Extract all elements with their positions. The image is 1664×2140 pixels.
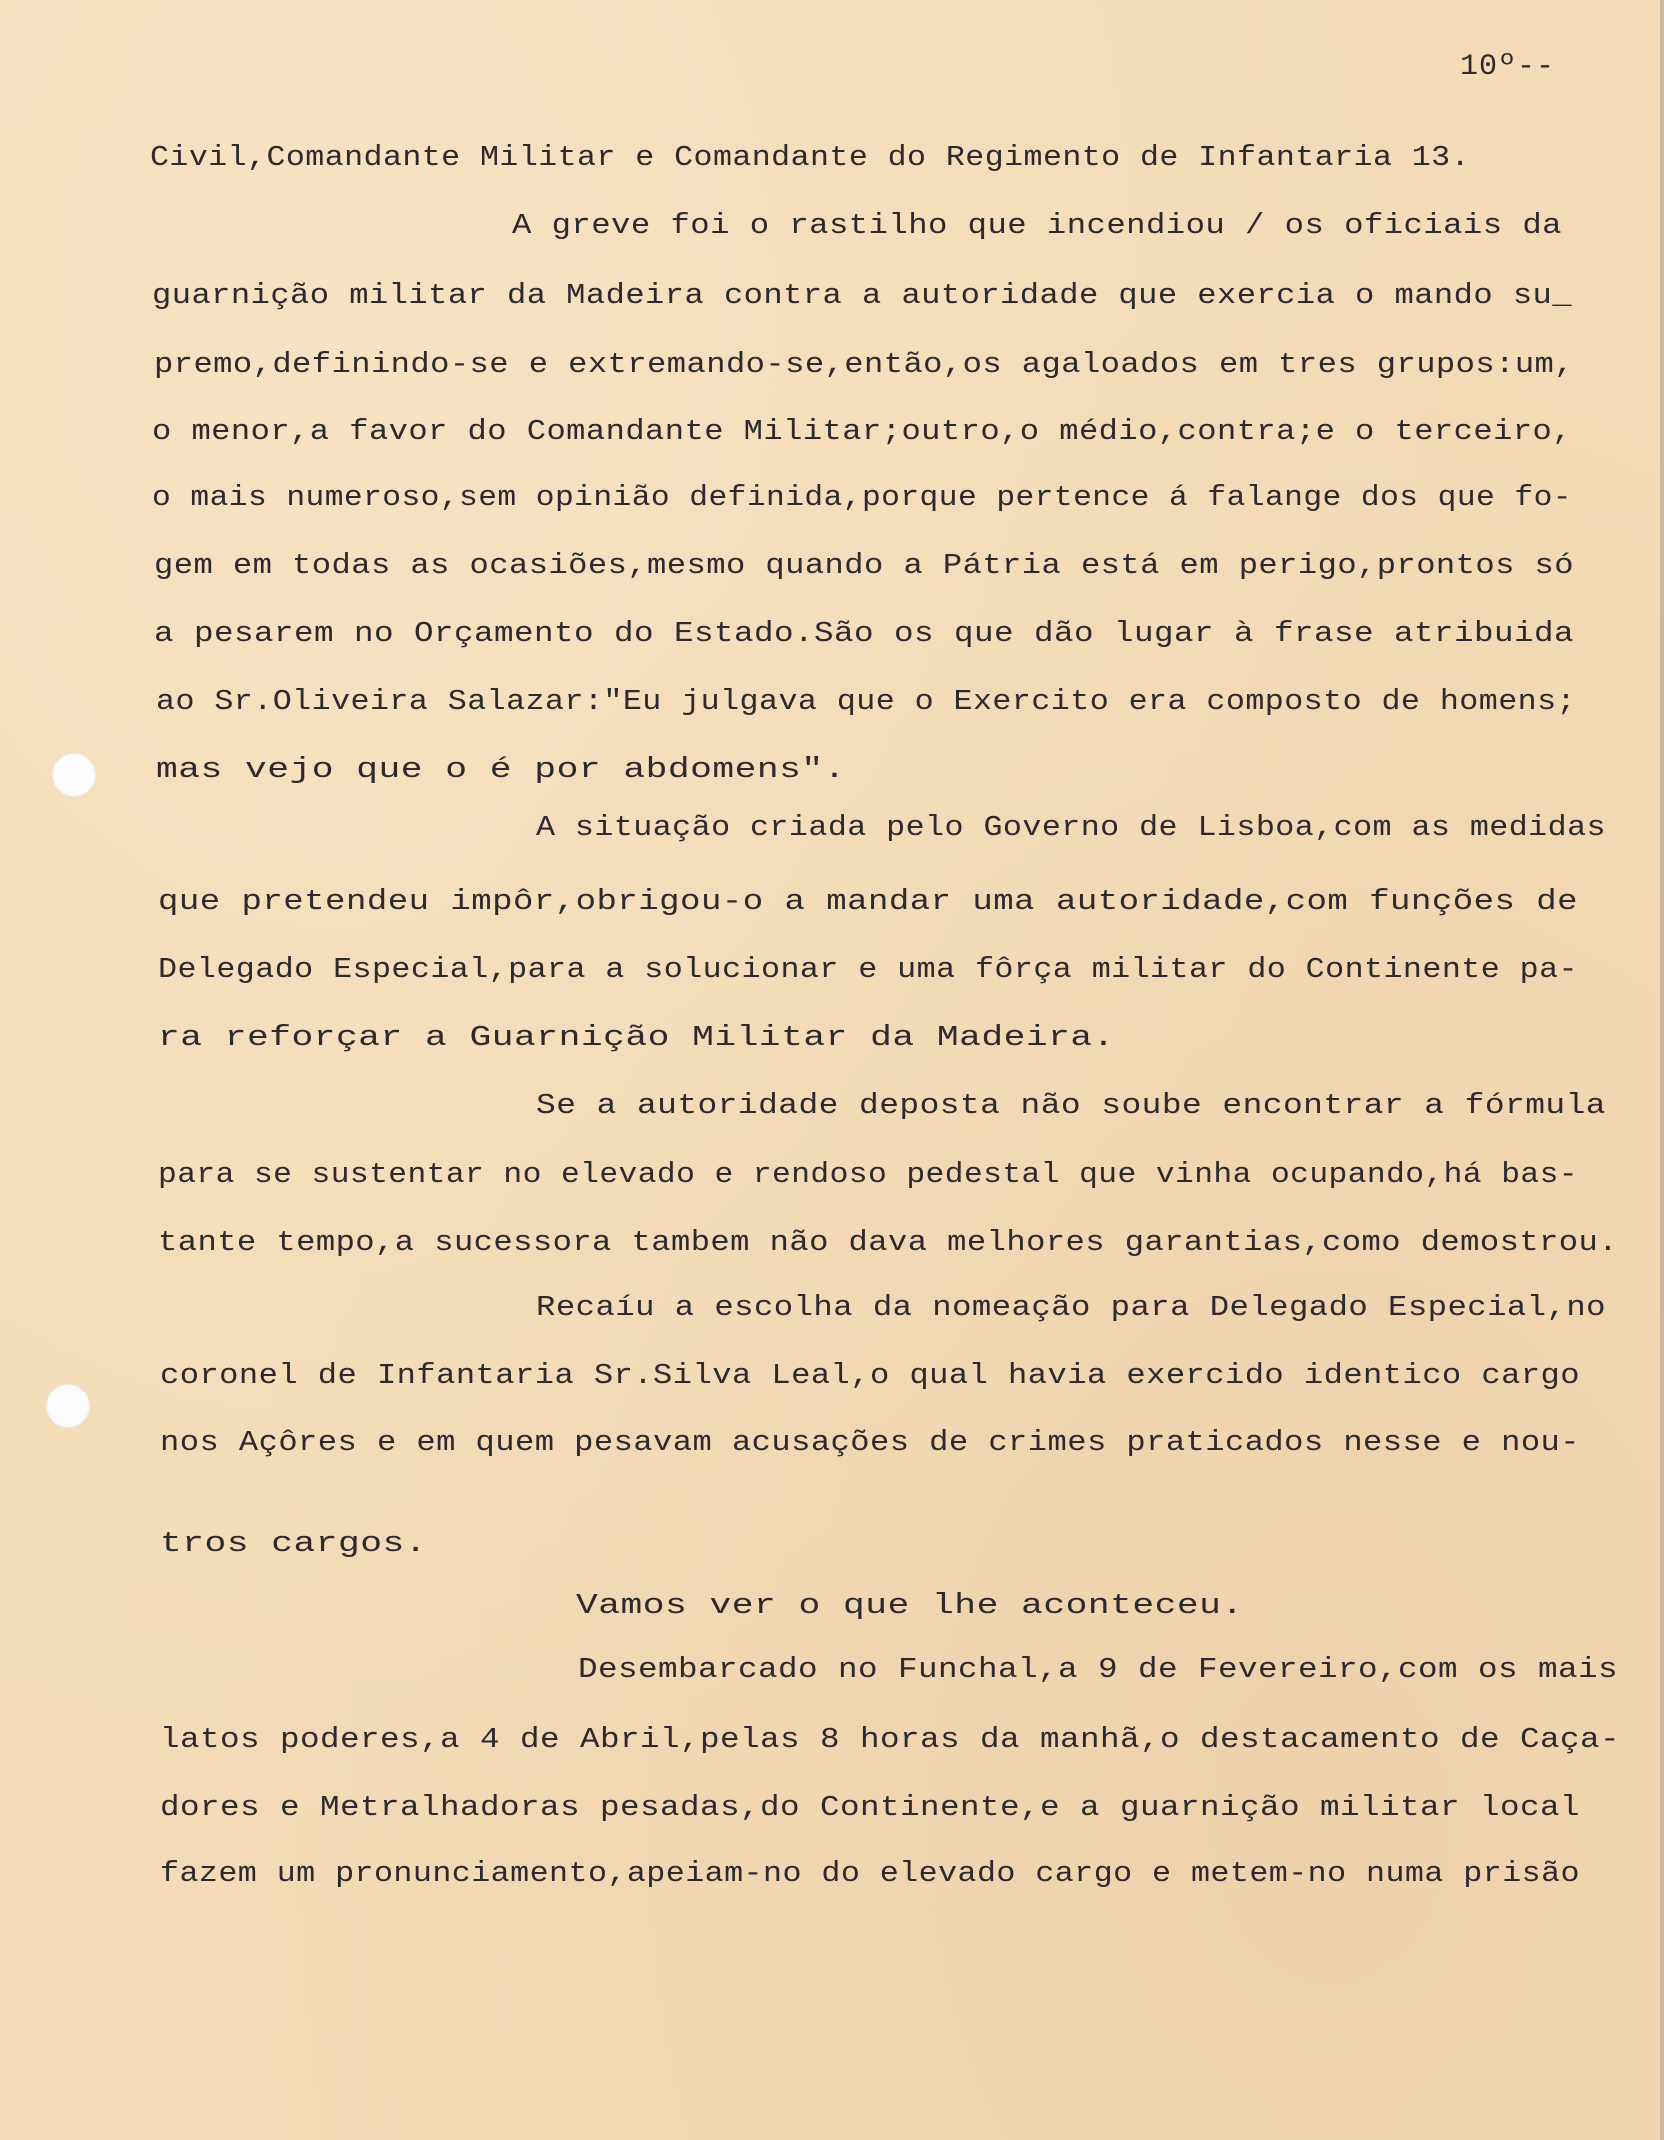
text-line: guarnição militar da Madeira contra a autoridade que exercia o mando su_ xyxy=(152,279,1572,312)
text-line: tante tempo,a sucessora tambem não dava melhores garantias,como demostrou. xyxy=(158,1226,1618,1259)
text-line: A situação criada pelo Governo de Lisboa,com as medidas xyxy=(536,811,1606,844)
text-line: coronel de Infantaria Sr.Silva Leal,o qual havia exercido identico cargo xyxy=(160,1359,1580,1392)
punch-hole-top xyxy=(52,753,96,797)
text-line: Vamos ver o que lhe aconteceu. xyxy=(576,1589,1244,1622)
text-line: ao Sr.Oliveira Salazar:"Eu julgava que o Exercito era composto de homens; xyxy=(156,685,1576,718)
text-line: Delegado Especial,para a solucionar e uma fôrça militar do Continente pa- xyxy=(158,953,1578,986)
text-line: Desembarcado no Funchal,a 9 de Fevereiro,com os mais xyxy=(578,1653,1618,1686)
text-line: tros cargos. xyxy=(160,1527,428,1560)
page-edge xyxy=(1660,0,1664,2140)
text-line: a pesarem no Orçamento do Estado.São os que dão lugar à frase atribuida xyxy=(154,617,1574,650)
text-line: o menor,a favor do Comandante Militar;outro,o médio,contra;e o terceiro, xyxy=(152,415,1572,448)
text-line: fazem um pronunciamento,apeiam-no do elevado cargo e metem-no numa prisão xyxy=(160,1857,1580,1890)
text-line: Civil,Comandante Militar e Comandante do Regimento de Infantaria 13. xyxy=(150,141,1470,174)
text-line: A greve foi o rastilho que incendiou / os oficiais da xyxy=(512,209,1562,242)
text-line: dores e Metralhadoras pesadas,do Continente,e a guarnição militar local xyxy=(160,1791,1580,1824)
text-line: mas vejo que o é por abdomens". xyxy=(156,753,846,786)
text-line: gem em todas as ocasiões,mesmo quando a Pátria está em perigo,prontos só xyxy=(154,549,1574,582)
text-line: ra reforçar a Guarnição Militar da Madeira. xyxy=(158,1021,1115,1054)
text-line: Se a autoridade deposta não soube encontrar a fórmula xyxy=(536,1089,1606,1122)
punch-hole-bottom xyxy=(46,1384,90,1428)
text-line: latos poderes,a 4 de Abril,pelas 8 horas da manhã,o destacamento de Caça- xyxy=(160,1723,1620,1756)
text-line: premo,definindo-se e extremando-se,então,os agaloados em tres grupos:um, xyxy=(154,348,1574,381)
page-number: 10º-- xyxy=(1460,50,1556,84)
text-line: nos Açôres e em quem pesavam acusações de crimes praticados nesse e nou- xyxy=(160,1426,1580,1459)
text-line: Recaíu a escolha da nomeação para Delegado Especial,no xyxy=(536,1291,1606,1324)
text-line: o mais numeroso,sem opinião definida,porque pertence á falange dos que fo- xyxy=(152,481,1572,514)
text-line: para se sustentar no elevado e rendoso pedestal que vinha ocupando,há bas- xyxy=(158,1158,1578,1191)
text-line: que pretendeu impôr,obrigou-o a mandar uma autoridade,com funções de xyxy=(158,885,1578,918)
